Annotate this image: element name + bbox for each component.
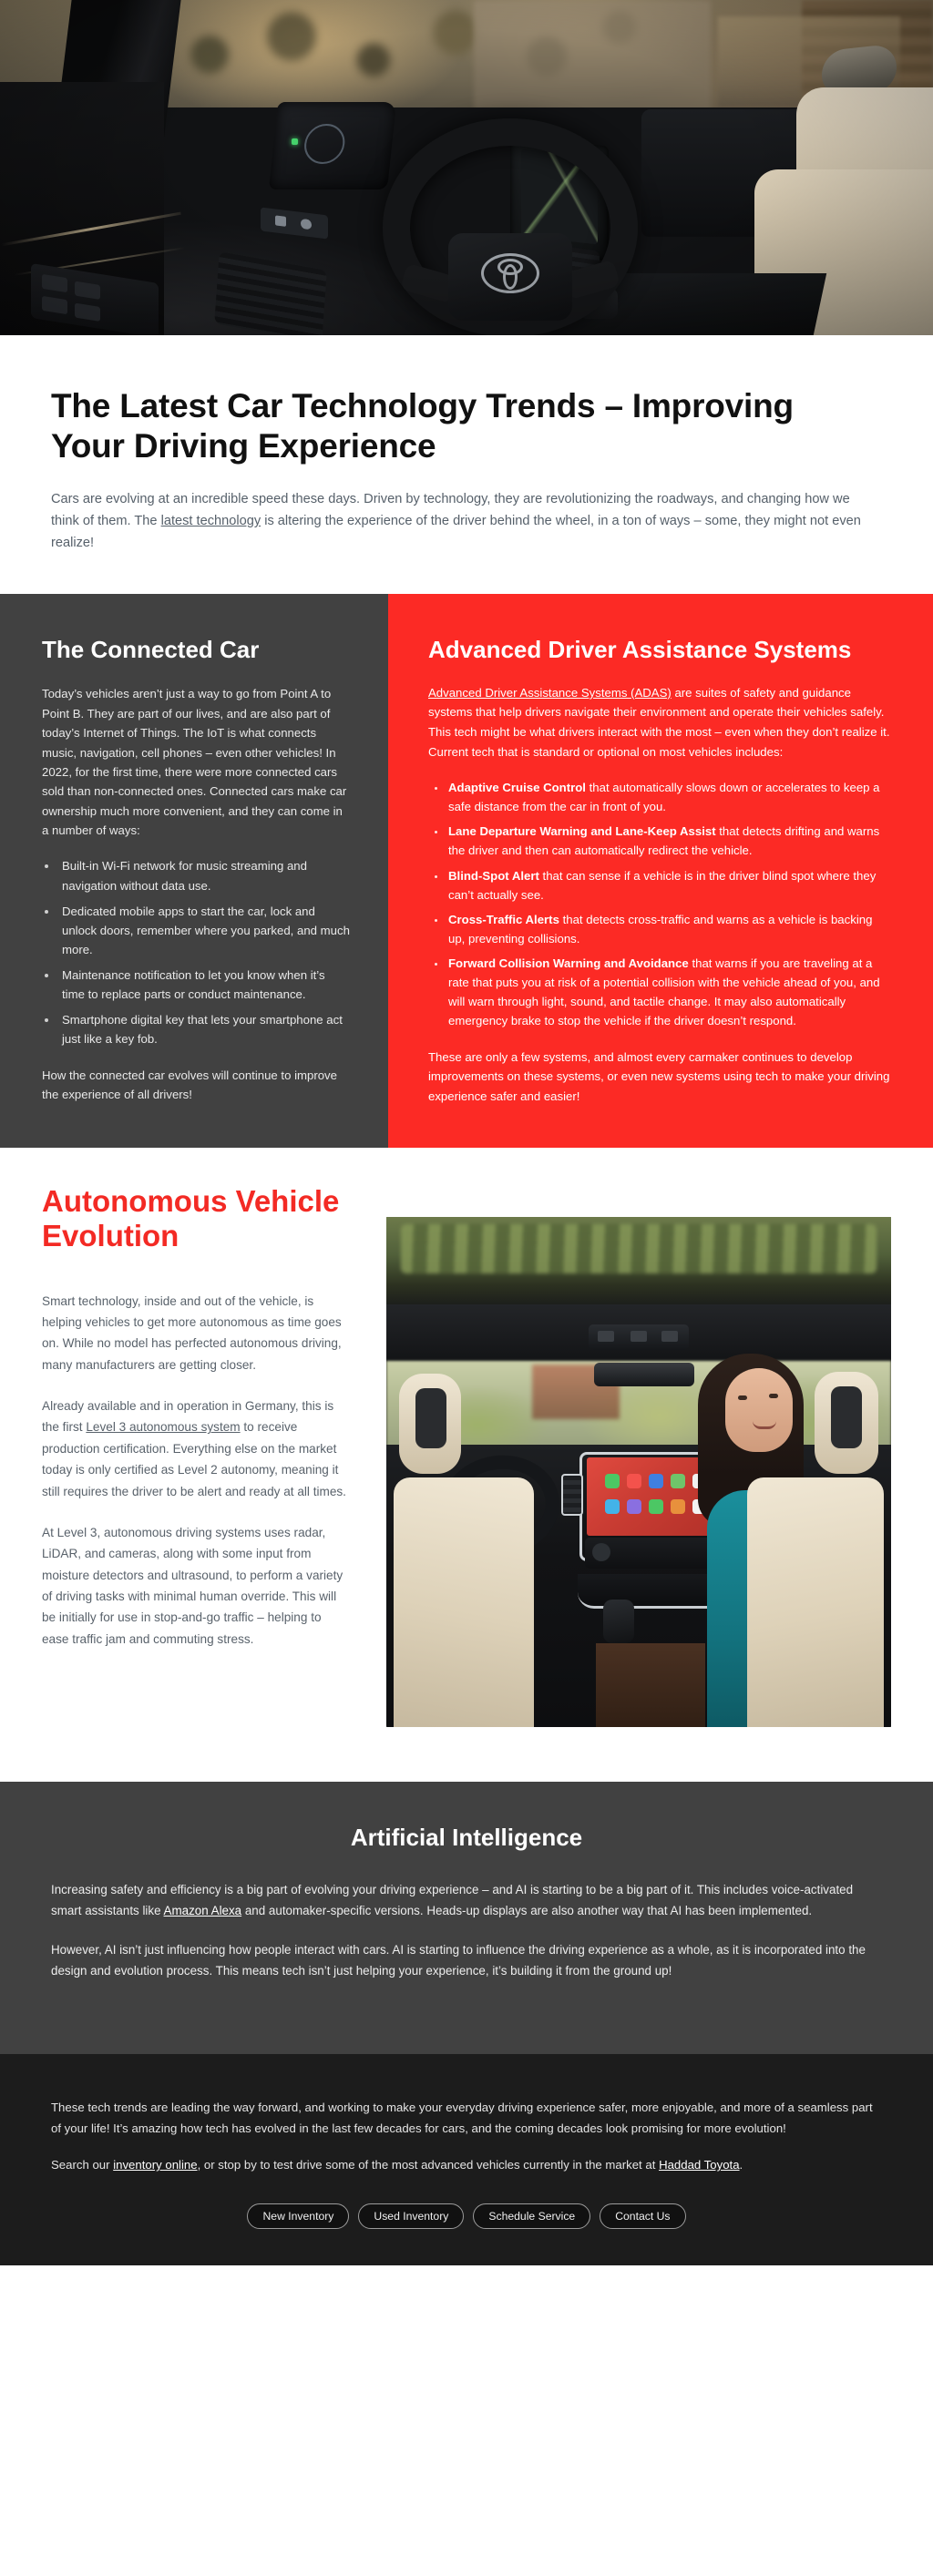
hero-photo-car-interior [0,0,933,335]
page-title: The Latest Car Technology Trends – Improving Your Driving Experience [51,387,794,465]
cabin-headrest-right [815,1372,878,1474]
hero-vignette [0,0,933,335]
list-item-text: that detects drifting and warns the driver and then can automatically redirect the vehicle. [448,824,880,858]
cabin-volume-knob [592,1543,610,1561]
connected-car-heading: The Connected Car [42,636,260,664]
ai-heading: Artificial Intelligence [350,1824,583,1852]
adas-heading: Advanced Driver Assistance Systems [428,636,852,664]
cabin-center-floor [596,1643,705,1727]
schedule-service-button[interactable]: Schedule Service [473,2203,590,2229]
list-item-label: Lane Departure Warning and Lane-Keep Assist [448,824,716,839]
footer-p2-middle: , or stop by to test drive some of the most advanced vehicles currently in the market at [197,2158,660,2172]
cabin-passenger-eye-left [738,1395,747,1400]
cabin-passenger-face [725,1368,793,1452]
intro-text-before-link: Cars are evolving at an incredible speed these days. Driven by technology, they are revolutionizing the roadways, and changing how we think of them. The [51,492,850,528]
autonomous-photo-car-cabin [386,1217,891,1727]
footer-button-row [51,2203,882,2229]
list-item-text: that detects cross-traffic and warns as a vehicle is backing up, preventing collisions. [448,912,873,946]
list-item-label: Adaptive Cruise Control [448,781,586,795]
autonomous-section [0,1148,933,1782]
list-item: • Smartphone digital key that lets your smartphone act just like a key fob. [58,1010,350,1048]
list-item: • Dedicated mobile apps to start the car, lock and unlock doors, remember where you parked, and much more. [58,902,350,959]
list-item-label: Cross-Traffic Alerts [448,912,559,926]
connected-car-closing: How the connected car evolves will continue to improve the experience of all drivers! [42,1068,337,1101]
used-inventory-button[interactable]: Used Inventory [358,2203,464,2229]
connected-car-panel [0,594,388,1148]
adas-panel [388,594,933,1148]
autonomous-p2-after: to receive production certification. Everything else on the market today is only certified as Level 2 autonomy, meaning it still requires the driver to be alert and ready at all times. [42,1420,346,1498]
list-item-label: Blind-Spot Alert [448,868,539,883]
footer-section [0,2054,933,2264]
adas-intro [428,683,891,762]
cabin-headrest-left [399,1374,461,1474]
cabin-rearview-mirror [594,1363,694,1386]
footer-paragraph-1: These tech trends are leading the way forward, and working to make your everyday driving experience safer, more enjoyable, and more of a seamless part of your life! It’s amazing how tech has evolved in the last few decades for cars, and the coming decades look promising for more evolution! [51,2101,873,2135]
inventory-online-link[interactable]: inventory online [113,2158,198,2172]
ai-paragraph-2: However, AI isn’t just influencing how people interact with cars. AI is starting to influence the driving experience as a whole, as it is incorporated into the design and evolution process. This means tech isn’t just helping your experience, it’s building it from the ground up! [51,1943,866,1978]
connected-car-list [58,856,350,1048]
ai-p1-before: Increasing safety and efficiency is a big part of evolving your driving experience – and AI is starting to be a big part of it. This includes voice-activated smart assistants like [51,1883,854,1918]
autonomous-paragraph-2 [42,1395,346,1502]
autonomous-p2-before: Already available and in operation in Germany, this is the first [42,1399,334,1435]
autonomous-paragraph-1: Smart technology, inside and out of the vehicle, is helping vehicles to get more autonomous as time goes on. While no model has perfected autonomous driving, many manufacturers are getting closer. [42,1293,342,1372]
list-item: • Maintenance notification to let you know when it’s time to replace parts or conduct maintenance. [58,966,350,1004]
hero-image [0,0,933,335]
list-item: • Built-in Wi-Fi network for music streaming and navigation without data use. [58,856,350,894]
connected-car-intro: Today’s vehicles aren’t just a way to go from Point A to Point B. They are part of our lives, and are also part of today’s Internet of Things. The IoT is what connects music, navigation, cell phones – even other vehicles! In 2022, for the first time, there were more connected cars sold than non-connected ones. Connected cars make car ownership much more convenient, and they can come in a number of ways: [42,687,347,838]
ai-p1-after: and automaker-specific versions. Heads-up displays are also another way that AI has been implemented. [241,1904,813,1918]
intro-text-after-link: is altering the experience of the driver behind the wheel, in a ton of ways – some, they might not even realize! [51,513,861,550]
intro-paragraph [51,489,871,554]
list-item [446,954,891,1031]
footer-paragraph-2 [51,2155,882,2175]
adas-list [446,778,891,1031]
level-3-autonomous-system-link[interactable]: Level 3 autonomous system [86,1420,241,1435]
autonomous-paragraph-3: At Level 3, autonomous driving systems uses radar, LiDAR, and cameras, along with some input from moisture detectors and ultrasound, to perform a variety of driving tasks with minimal human override. This will be initially for use in stop-and-go traffic – helping to ease traffic jam and commuting stress. [42,1525,343,1646]
cabin-gear-shifter [603,1600,634,1643]
ai-paragraph-1 [51,1879,882,1921]
intro-section [0,335,933,594]
amazon-alexa-link[interactable]: Amazon Alexa [163,1904,242,1918]
list-item-text: that can sense if a vehicle is in the driver blind spot where they can’t actually see. [448,868,877,902]
list-item [446,910,891,948]
list-item [446,822,891,860]
latest-technology-link[interactable]: latest technology [160,513,261,528]
cabin-seat-left [394,1477,534,1727]
list-item-text: that warns if you are traveling at a rate that puts you at risk of a potential collision with the vehicle ahead of you, and will warn through light, sound, and tactile change. It may also automatically emergency brake to stop the vehicle if the driver doesn’t respond. [448,956,880,1028]
autonomous-image-column [386,1184,933,1727]
cabin-vent-left [561,1474,583,1516]
list-item-text: that automatically slows down or accelerates to keep a safe distance from the car in front of you. [448,781,880,814]
footer-p2-before: Search our [51,2158,114,2172]
cabin-sunroof [386,1217,891,1312]
list-item-label: Forward Collision Warning and Avoidance [448,956,689,971]
artificial-intelligence-section [0,1782,933,2054]
haddad-toyota-link[interactable]: Haddad Toyota [659,2158,740,2172]
adas-link[interactable]: Advanced Driver Assistance Systems (ADAS) [428,685,672,700]
new-inventory-button[interactable]: New Inventory [247,2203,349,2229]
cabin-overhead-console [589,1324,689,1350]
two-column-section [0,594,933,1148]
adas-closing: These are only a few systems, and almost every carmaker continues to develop improvements on these systems, or even new systems using tech to make your driving experience safer and easier! [428,1049,890,1103]
footer-p2-end: . [739,2158,743,2172]
list-item [446,778,891,816]
cabin-passenger-eye-right [769,1394,778,1398]
cabin-seat-right [747,1477,884,1727]
list-item [446,866,891,905]
autonomous-heading: Autonomous Vehicle Evolution [42,1184,340,1253]
contact-us-button[interactable]: Contact Us [600,2203,685,2229]
autonomous-text-column [0,1184,386,1727]
adas-intro-text: are suites of safety and guidance systems that help drivers navigate their environment and operate their vehicles safely. This tech might be what drivers interact with the most – even when they don’t realize it. Current tech that is standard or optional on most vehicles includes: [428,685,890,759]
